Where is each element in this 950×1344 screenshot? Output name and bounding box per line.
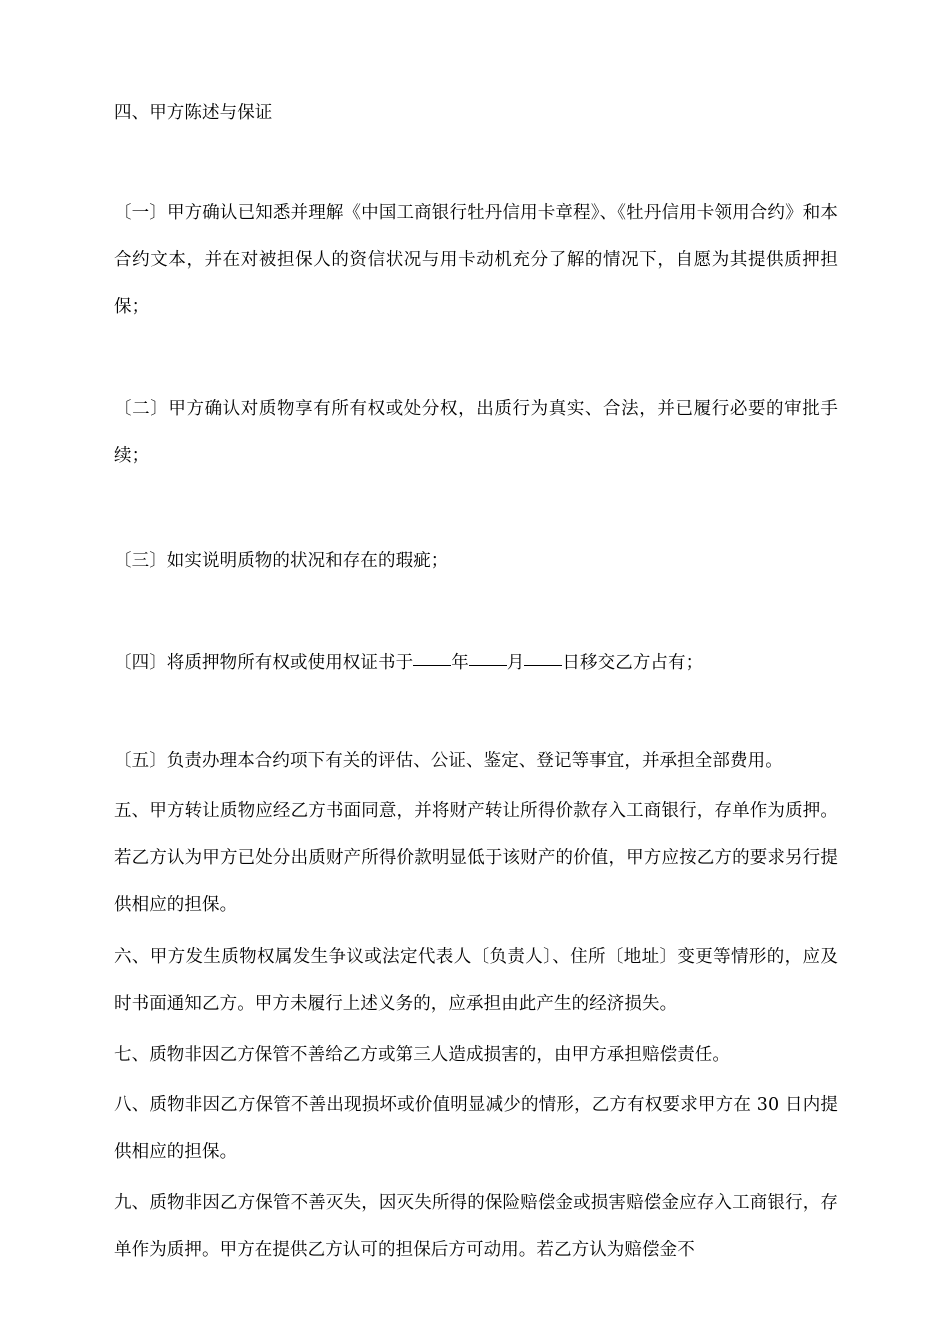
paragraph-item-2: 〔二〕甲方确认对质物享有所有权或处分权，出质行为真实、合法，并已履行必要的审批手续； [114,399,838,466]
item-4-text-a: 〔四〕将质押物所有权或使用权证书于 [114,653,414,673]
paragraph-item-1: 〔一〕甲方确认已知悉并理解《中国工商银行牡丹信用卡章程》、《牡丹信用卡领用合约》和本合约文本，并在对被担保人的资信状况与用卡动机充分了解的情况下，自愿为其提供质押担保； [114,203,838,317]
year-blank [413,664,451,666]
clause-9: 九、质物非因乙方保管不善灭失，因灭失所得的保险赔偿金或损害赔偿金应存入工商银行，存单作为质押。甲方在提供乙方认可的担保后方可动用。若乙方认为赔偿金不 [114,1193,838,1260]
clause-5: 五、甲方转让质物应经乙方书面同意，并将财产转让所得价款存入工商银行，存单作为质押。若乙方认为甲方已处分出质财产所得价款明显低于该财产的价值，甲方应按乙方的要求另行提供相应的担保。 [114,801,838,915]
paragraph-item-3: 〔三〕如实说明质物的状况和存在的瑕疵； [114,551,449,571]
section-heading-4: 四、甲方陈述与保证 [114,103,273,123]
year-label: 年 [451,653,469,673]
clause-6: 六、甲方发生质物权属发生争议或法定代表人〔负责人〕、住所〔地址〕变更等情形的，应及时书面通知乙方。甲方未履行上述义务的，应承担由此产生的经济损失。 [114,947,838,1014]
paragraph-item-4 [114,640,838,687]
month-label: 月 [506,653,525,673]
month-blank [469,664,507,666]
paragraph-item-5: 〔五〕负责办理本合约项下有关的评估、公证、鉴定、登记等事宜，并承担全部费用。 [114,751,783,771]
day-blank [524,664,562,666]
clause-8: 八、质物非因乙方保管不善出现损坏或价值明显减少的情形，乙方有权要求甲方在 30 日内提供相应的担保。 [114,1095,838,1162]
clause-7: 七、质物非因乙方保管不善给乙方或第三人造成损害的，由甲方承担赔偿责任。 [114,1045,730,1065]
item-4-text-tail: 日移交乙方占有； [562,653,704,673]
